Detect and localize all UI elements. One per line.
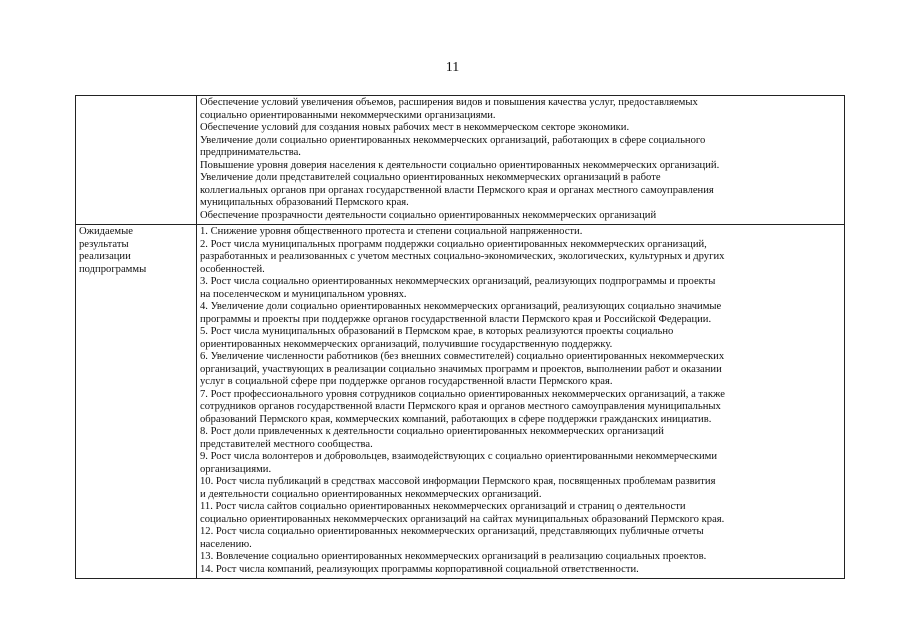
text-line: организаций, участвующих в реализации социально значимых программ и проектов, выполнении работ и оказании [200, 363, 722, 375]
text-line: на поселенческом и муниципальном уровнях. [200, 288, 407, 300]
row-content-cell [197, 96, 845, 225]
text-line: коллегиальных органов при органах государственной власти Пермского края и органах местного самоуправления [200, 184, 714, 196]
text-line: разработанных и реализованных с учетом местных социально-экономических, экологических, культурных и других [200, 251, 725, 262]
text-line: особенностей. [200, 263, 265, 275]
text-line: и деятельности социально ориентированных некоммерческих организаций. [200, 488, 542, 500]
row-label-line: реализации [79, 251, 131, 262]
text-line: 4. Увеличение доли социально ориентированных некоммерческих организаций, реализующих социально значимые [200, 301, 722, 312]
row-label-line: результаты [79, 238, 129, 250]
text-line: услуг в социальной сфере при поддержке органов государственной власти Пермского края. [200, 376, 613, 387]
text-line: Обеспечение условий для создания новых рабочих мест в некоммерческом секторе экономики. [200, 122, 630, 133]
text-line: 11. Рост числа сайтов социально ориентированных некоммерческих организаций и страниц о деятельности [200, 501, 686, 512]
table-row [76, 225, 845, 579]
subprogram-table [75, 95, 845, 579]
text-line: сотрудников органов государственной власти Пермского края и органов местного самоуправления муниципальных [200, 401, 721, 412]
text-line: представителей местного сообщества. [200, 438, 373, 450]
text-line: 8. Рост доли привлеченных к деятельности социально ориентированных некоммерческих организаций [200, 426, 664, 437]
text-line: Увеличение доли социально ориентированных некоммерческих организаций, работающих в сфере социального [200, 134, 706, 146]
text-line: социально ориентированных некоммерческих организаций на сайтах муниципальных образований Пермского края. [200, 513, 725, 525]
text-line: образований Пермского края, коммерческих компаний, работающих в сфере поддержки гражданских инициатив. [200, 413, 712, 425]
page-number: 11 [445, 60, 460, 75]
row-label-cell [76, 96, 197, 225]
row-label-line: Ожидаемые [79, 226, 133, 237]
text-line: 3. Рост числа социально ориентированных некоммерческих организаций, реализующих подпрограммы и проекты [200, 276, 716, 287]
text-line: Повышение уровня доверия населения к деятельности социально ориентированных некоммерческих организаций. [200, 159, 720, 171]
row-label-cell [76, 225, 197, 579]
text-line: программы и проекты при поддержке органов государственной власти Пермского края и Российской Федерации. [200, 313, 712, 325]
text-line: Обеспечение прозрачности деятельности социально ориентированных некоммерческих организаций [200, 209, 657, 221]
text-line: 10. Рост числа публикаций в средствах массовой информации Пермского края, посвященных проблемам развития [200, 476, 716, 487]
text-line: 1. Снижение уровня общественного протеста и степени социальной напряженности. [200, 226, 583, 237]
text-line: предпринимательства. [200, 147, 301, 158]
text-line: социально ориентированными некоммерческими организациями. [200, 109, 496, 121]
text-line: организациями. [200, 463, 272, 475]
row-label-line: подпрограммы [79, 263, 147, 275]
text-line: 9. Рост числа волонтеров и добровольцев, взаимодействующих с социально ориентированными некоммерческими [200, 451, 718, 462]
text-line: 13. Вовлечение социально ориентированных некоммерческих организаций в реализацию социальных проектов. [200, 551, 707, 562]
text-line: 5. Рост числа муниципальных образований в Пермском крае, в которых реализуются проекты социально [200, 326, 674, 337]
text-line: 6. Увеличение численности работников (без внешних совместителей) социально ориентированных некоммерческих [200, 351, 725, 362]
text-line: 7. Рост профессионального уровня сотрудников социально ориентированных некоммерческих организаций, а также [200, 388, 725, 400]
table-row [76, 96, 845, 225]
text-line: населению. [200, 538, 252, 550]
text-line: 2. Рост числа муниципальных программ поддержки социально ориентированных некоммерческих организаций, [200, 238, 707, 250]
text-line: ориентированных некоммерческих организаций, получившие государственную поддержку. [200, 338, 613, 350]
text-line: 12. Рост числа социально ориентированных некоммерческих организаций, представляющих публичные отчеты [200, 526, 704, 537]
text-line: Увеличение доли представителей социально ориентированных некоммерческих организаций в работе [200, 172, 661, 183]
row-content-cell [197, 225, 845, 579]
text-line: Обеспечение условий увеличения объемов, расширения видов и повышения качества услуг, предоставляемых [200, 97, 698, 108]
text-line: муниципальных образований Пермского края. [200, 197, 409, 208]
text-line: 14. Рост числа компаний, реализующих программы корпоративной социальной ответственности. [200, 563, 639, 575]
